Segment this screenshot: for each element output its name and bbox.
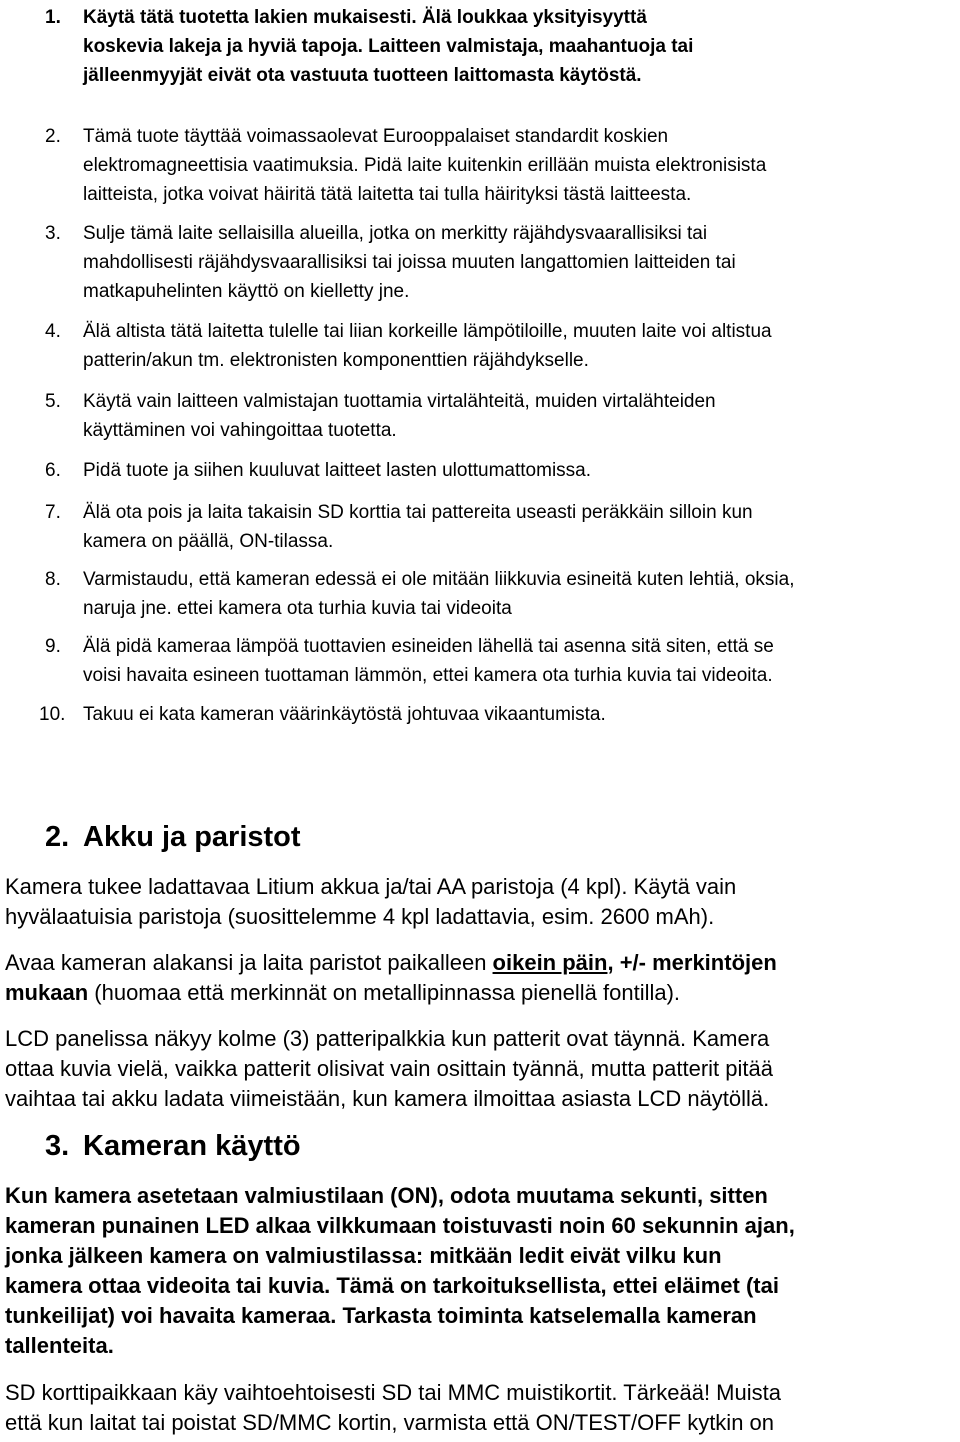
heading-title: Akku ja paristot bbox=[83, 821, 301, 853]
list-number: 2. bbox=[45, 126, 61, 147]
camera-use-paragraph-1: Kun kamera asetetaan valmiustilaan (ON), odota muutama sekunti, sitten kameran punainen LED alkaa vilkkumaan toistuvasti noin 60 sekunnin ajan, jonka jälkeen kamera on valmiustilassa: mitkään ledit eivät vilku kun kamera ottaa videoita tai kuvia. Tämä on tarkoituksellista, ettei eläimet (tai tunkeilijat) voi havaita kameraa. Tarkasta toiminta katselemalla kameran tallenteita. bbox=[5, 1183, 795, 1358]
battery-paragraph-3: LCD panelissa näkyy kolme (3) patteripalkkia kun patterit ovat täynnä. Kamera ottaa kuvia vielä, vaikka patterit olisivat vain osittain tyännä, mutta patterit pitää vaihtaa tai akku ladata viimeistään, kun kamera ilmoittaa asiasta LCD näytöllä. bbox=[5, 1026, 773, 1111]
list-number: 9. bbox=[45, 636, 61, 657]
list-number: 3. bbox=[45, 223, 61, 244]
heading-number: 2. bbox=[45, 821, 70, 853]
heading-number: 3. bbox=[45, 1130, 70, 1162]
list-text: Varmistaudu, että kameran edessä ei ole mitään liikkuvia esineitä kuten lehtiä, oksia, naruja jne. ettei kamera ota turhia kuvia tai videoita bbox=[83, 569, 795, 619]
list-text: Käytä tätä tuotetta lakien mukaisesti. Älä loukkaa yksityisyyttä koskevia lakeja ja hyviä tapoja. Laitteen valmistaja, maahantuoja tai jälleenmyyjät eivät ota vastuuta tuotteen laittomasta käytöstä. bbox=[83, 7, 694, 86]
list-text: Älä pidä kameraa lämpöä tuottavien esineiden lähellä tai asenna sitä siten, että se voisi havaita esineen tuottaman lämmön, ettei kamera ota turhia kuvia tai videoita. bbox=[83, 636, 774, 686]
emphasis-underlined: oikein päin bbox=[492, 950, 608, 975]
battery-paragraph-2: Avaa kameran alakansi ja laita paristot paikalleen oikein päin, +/- merkintöjen mukaan (huomaa että merkinnät on metallipinnassa pienellä fontilla). bbox=[5, 950, 777, 1005]
list-text: Älä altista tätä laitetta tulelle tai liian korkeille lämpötiloille, muuten laite voi altistua patterin/akun tm. elektronisten komponenttien räjähdykselle. bbox=[83, 321, 772, 371]
list-text: Älä ota pois ja laita takaisin SD korttia tai pattereita useasti peräkkäin silloin kun kamera on päällä, ON-tilassa. bbox=[83, 502, 753, 552]
heading-title: Kameran käyttö bbox=[83, 1130, 301, 1162]
list-number: 4. bbox=[45, 321, 61, 342]
camera-use-paragraph-2: SD korttipaikkaan käy vaihtoehtoisesti SD tai MMC muistikortit. Tärkeää! Muista että kun laitat tai poistat SD/MMC kortin, varmista että ON/TEST/OFF kytkin on bbox=[5, 1380, 781, 1435]
list-number: 6. bbox=[45, 460, 61, 481]
list-number: 10. bbox=[39, 704, 66, 725]
list-number: 1. bbox=[45, 7, 61, 28]
list-number: 5. bbox=[45, 391, 61, 412]
list-text: Sulje tämä laite sellaisilla alueilla, jotka on merkitty räjähdysvaarallisiksi tai mahdollisesti räjähdysvaarallisiksi tai joissa muuten langattomien laitteiden tai matkapuhelinten käyttö on kielletty jne. bbox=[83, 223, 736, 302]
list-text: Tämä tuote täyttää voimassaolevat Eurooppalaiset standardit koskien elektromagneettisia vaatimuksia. Pidä laite kuitenkin erillään muista elektronisista laitteista, jotka voivat häiritä tätä laitetta tai tulla häirityksi tästä laitteesta. bbox=[83, 126, 767, 205]
battery-paragraph-1: Kamera tukee ladattavaa Litium akkua ja/tai AA paristoja (4 kpl). Käytä vain hyvälaatuisia paristoja (suosittelemme 4 kpl ladattavia, esim. 2600 mAh). bbox=[5, 874, 737, 929]
list-number: 7. bbox=[45, 502, 61, 523]
list-text: Pidä tuote ja siihen kuuluvat laitteet lasten ulottumattomissa. bbox=[83, 460, 592, 481]
list-text: Käytä vain laitteen valmistajan tuottamia virtalähteitä, muiden virtalähteiden käyttäminen voi vahingoittaa tuotetta. bbox=[83, 391, 716, 441]
list-number: 8. bbox=[45, 569, 61, 590]
list-text: Takuu ei kata kameran väärinkäytöstä johtuvaa vikaantumista. bbox=[83, 704, 606, 725]
